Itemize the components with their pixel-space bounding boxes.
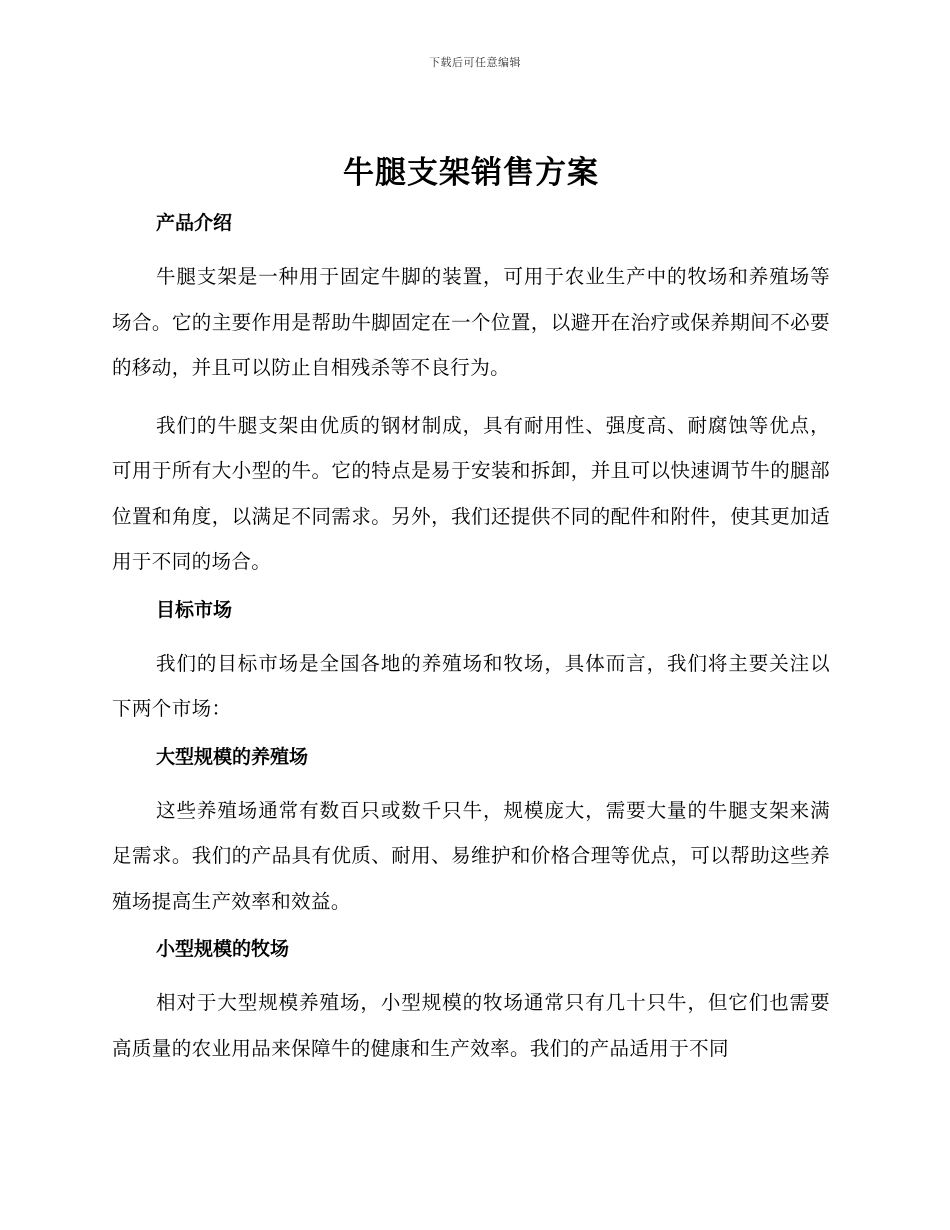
document-body — [112, 150, 830, 1083]
paragraph-product-intro-1: 牛腿支架是一种用于固定牛脚的装置，可用于农业生产中的牧场和养殖场等场合。它的主要作用是帮助牛脚固定在一个位置，以避开在治疗或保养期间不必要的移动，并且可以防止自相残杀等不良行为。 — [112, 265, 830, 379]
section-heading-large-farms: 大型规模的养殖场 — [156, 745, 309, 768]
section-heading-small-ranches: 小型规模的牧场 — [156, 938, 290, 960]
section-heading-target-market: 目标市场 — [156, 598, 233, 621]
section-heading-product-intro: 产品介绍 — [156, 212, 233, 234]
document-title: 牛腿支架销售方案 — [343, 155, 599, 191]
page-header-note: 下载后可任意编辑 — [429, 56, 521, 69]
paragraph-product-intro-2: 我们的牛腿支架由优质的钢材制成，具有耐用性、强度高、耐腐蚀等优点，可用于所有大小型的牛。它的特点是易于安装和拆卸，并且可以快速调节牛的腿部位置和角度，以满足不同需求。另外，我们还提供不同的配件和附件，使其更加适用于不同的场合。 — [112, 413, 830, 573]
paragraph-large-farms: 这些养殖场通常有数百只或数千只牛，规模庞大，需要大量的牛腿支架来满足需求。我们的产品具有优质、耐用、易维护和价格合理等优点，可以帮助这些养殖场提高生产效率和效益。 — [112, 798, 830, 913]
paragraph-small-ranches: 相对于大型规模养殖场，小型规模的牧场通常只有几十只牛，但它们也需要高质量的农业用品来保障牛的健康和生产效率。我们的产品适用于不同 — [112, 991, 830, 1060]
paragraph-target-market: 我们的目标市场是全国各地的养殖场和牧场，具体而言，我们将主要关注以下两个市场： — [112, 651, 830, 720]
